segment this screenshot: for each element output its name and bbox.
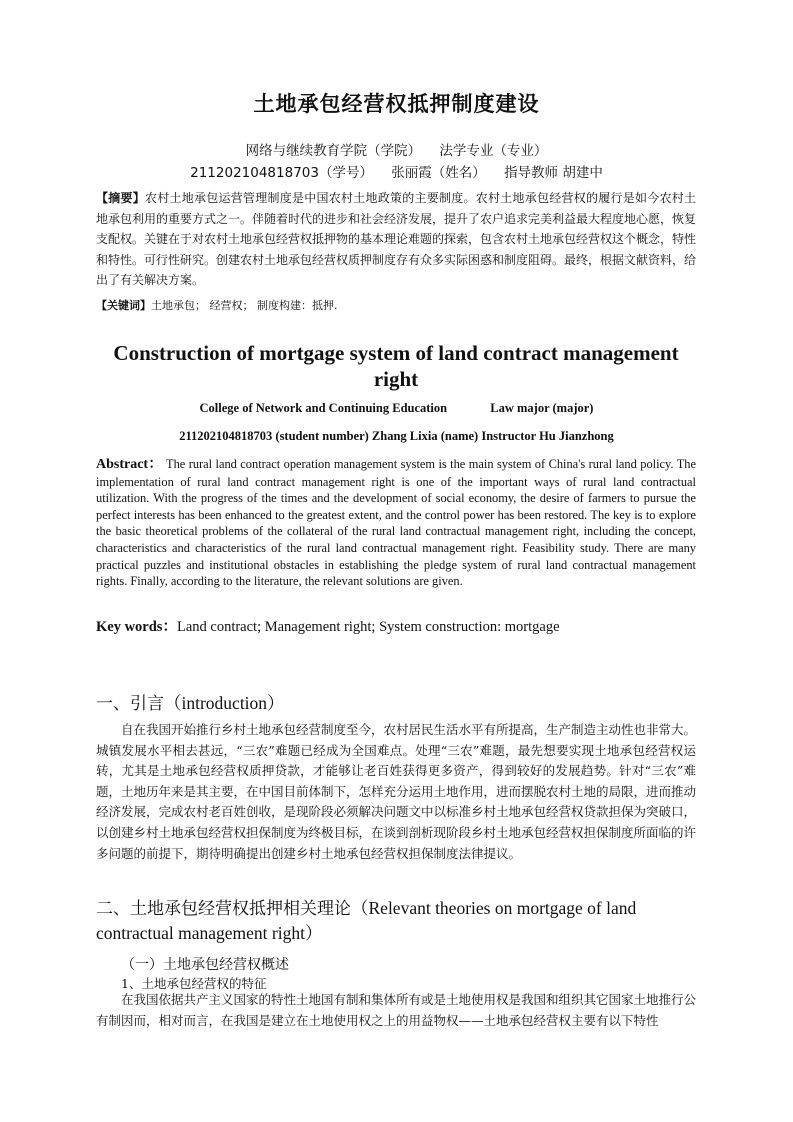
section-2-item-1: 1、土地承包经营权的特征	[121, 976, 267, 991]
major-en: Law major (major)	[490, 401, 594, 415]
author-info-line-2	[0, 161, 793, 181]
section-2-heading	[96, 896, 696, 946]
section-2-title-en: （Relevant theories on mortgage of land contractual management right）	[96, 898, 637, 943]
keywords-en-label: Key words：	[96, 619, 177, 635]
keywords-en-text: Land contract; Management right; System construction: mortgage	[176, 619, 560, 635]
section-1-paragraph: 自在我国开始推行乡村土地承包经营制度至今，农村居民生活水平有所提高，生产制造主动性也非常大。城镇发展水平相去甚远，“三农”难题已经成为全国难点。处理“三农”难题，最先想要实现土地承包经营权运转，尤其是土地承包经营权质押贷款，才能够让老百姓获得更多资产，得到较好的发展趋势。针对“三农”难题，土地历年来是其主要，在中国目前体制下，怎样充分运用土地作用，进而摆脱农村土地的局限，进而推动经济发展，完成农村老百姓创收，是现阶段必须解决问题文中以标准乡村土地承包经营权贷款担保为突破口，以创建乡村土地承包经营权担保制度为终极目标，在谈到剖析现阶段乡村土地承包经营权担保制度所面临的许多问题的前提下，期待明确提出创建乡村土地承包经营权担保制度法律提议。	[96, 722, 697, 861]
college-en: College of Network and Continuing Education	[199, 401, 448, 415]
college-cn: 网络与继续教育学院（学院）	[245, 143, 422, 159]
english-keywords	[96, 615, 560, 636]
student-name-cn: 张丽霞（姓名）	[391, 165, 486, 181]
abstract-cn-label: 【摘要】	[96, 191, 145, 205]
student-number-cn: 211202104818703（学号）	[190, 165, 373, 181]
major-cn: 法学专业（专业）	[439, 143, 548, 159]
english-college-line	[0, 401, 793, 416]
english-student-line: 211202104818703 (student number) Zhang Lixia (name) Instructor Hu Jianzhong	[179, 429, 614, 443]
english-title: Construction of mortgage system of land contract management right	[113, 341, 679, 391]
advisor-cn: 指导教师 胡建中	[504, 165, 603, 181]
section-1-number: 一、	[96, 694, 130, 714]
chinese-abstract	[96, 188, 696, 291]
section-2-number: 二、	[96, 899, 130, 919]
keywords-cn-label: 【关键词】	[96, 299, 151, 312]
section-2-paragraph: 在我国依据共产主义国家的特性土地国有制和集体所有或是土地使用权是我国和组织其它国家土地推行公有制因而，相对而言，在我国是建立在土地使用权之上的用益物权——土地承包经营权主要有以下特性	[96, 992, 697, 1028]
chinese-keywords	[96, 297, 338, 313]
section-2-subheading: （一）土地承包经营权概述	[121, 957, 289, 973]
section-1-heading	[96, 689, 285, 715]
section-2-title-cn: 土地承包经营权抵押相关理论	[130, 899, 351, 919]
abstract-en-text: The rural land contract operation management system is the main system of China's rural land policy. The implementation of rural land contract management right is one of the important ways of rural land contractual utilization. With the progress of the times and the development of social economy, the desire of farmers to pursue the perfect interests has been enhanced to the greatest extent, and the control power has been restored. The key is to explore the basic theoretical problems of the collateral of the rural land contractual management right, including the concept, characteristics and characteristics of the rural land contractual management right. Feasibility study. There are many practical puzzles and institutional obstacles in establishing the pledge system of rural land contractual management rights. Finally, according to the literature, the relevant solutions are given.	[96, 457, 696, 589]
abstract-cn-text: 农村土地承包运营管理制度是中国农村土地政策的主要制度。农村土地承包经营权的履行是如今农村土地承包利用的重要方式之一。伴随着时代的进步和社会经济发展，提升了农户追求完美利益最大程度地心愿，恢复支配权。关键在于对农村土地承包经营权抵押物的基本理论难题的探索，包含农村土地承包经营权这个概念，特性和特性。可行性研究。创建农村土地承包经营权质押制度存有众多实际困惑和制度阻碍。最终，根据文献资料，给出了有关解决方案。	[96, 191, 697, 287]
author-info-line-1	[0, 139, 793, 159]
section-1-title-cn: 引言	[130, 694, 164, 714]
abstract-en-label: Abstract：	[96, 457, 163, 472]
section-1-title-en: （introduction）	[164, 693, 285, 713]
chinese-title: 土地承包经营权抵押制度建设	[253, 92, 540, 116]
keywords-cn-text: 土地承包； 经营权； 制度构建：抵押.	[151, 299, 338, 312]
english-abstract	[96, 456, 696, 590]
